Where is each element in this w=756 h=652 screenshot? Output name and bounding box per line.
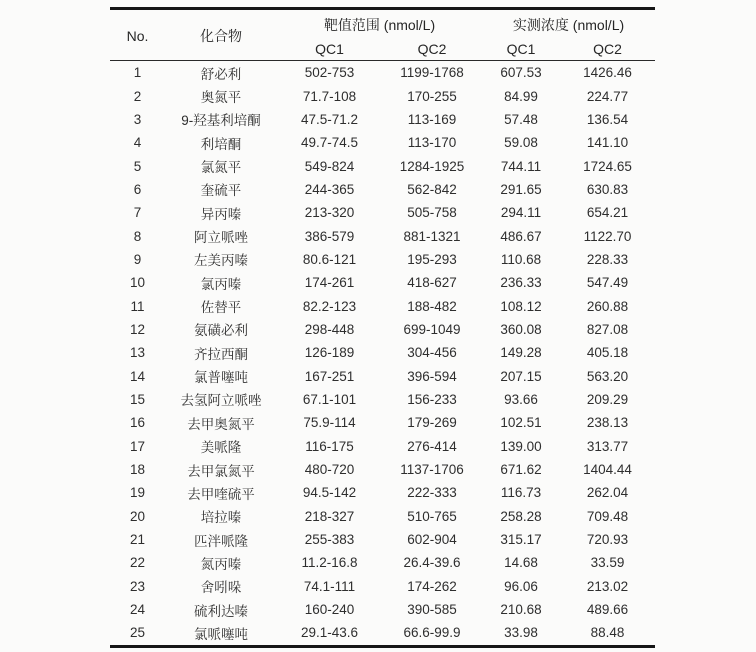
compound-name: 奥氮平 xyxy=(200,90,242,106)
target-qc1-value: 75.9-114 xyxy=(303,415,356,431)
table-row xyxy=(110,61,655,85)
measured-qc1-value: 33.98 xyxy=(504,625,538,641)
target-qc1-value: 29.1-43.6 xyxy=(300,625,359,641)
measured-qc2-value: 405.18 xyxy=(586,345,629,361)
row-number: 11 xyxy=(130,298,145,314)
measured-qc1-value: 236.33 xyxy=(500,275,542,291)
measured-qc1-value: 93.66 xyxy=(504,391,538,407)
table-row xyxy=(110,435,655,458)
target-qc1-value: 74.1-111 xyxy=(303,578,356,594)
target-qc1-value: 386-579 xyxy=(304,228,355,244)
target-qc2-value: 304-456 xyxy=(407,345,457,361)
compound-name: 舍吲哚 xyxy=(200,580,242,596)
table-row xyxy=(110,411,655,434)
table-row xyxy=(110,505,655,528)
target-qc1-value: 71.7-108 xyxy=(302,88,357,104)
table-row xyxy=(110,154,655,177)
table-row xyxy=(110,178,655,201)
measured-qc1-value: 149.28 xyxy=(500,345,542,361)
target-qc2-value: 156-233 xyxy=(407,391,457,407)
compound-name: 氨磺必利 xyxy=(194,323,248,339)
measured-qc1-value: 744.11 xyxy=(500,158,542,174)
table-row xyxy=(110,108,655,131)
measured-qc1-value: 607.53 xyxy=(500,65,542,81)
compound-name: 异丙嗪 xyxy=(200,206,242,222)
target-qc2-value: 179-269 xyxy=(407,415,457,431)
target-qc2-value: 195-293 xyxy=(407,251,457,267)
compound-name: 氯丙嗪 xyxy=(200,276,242,292)
measured-qc2-value: 1724.65 xyxy=(583,158,632,174)
measured-qc2-value: 88.48 xyxy=(590,625,625,641)
table-row xyxy=(110,318,655,341)
row-number: 5 xyxy=(133,158,142,174)
row-number: 22 xyxy=(129,555,146,571)
measured-qc1-value: 207.15 xyxy=(500,368,542,384)
target-qc1-value: 244-365 xyxy=(304,181,355,197)
target-qc2-value: 174-262 xyxy=(407,578,457,594)
table-row xyxy=(110,131,655,154)
compound-name: 培拉嗪 xyxy=(200,510,242,526)
target-qc2-value: 66.6-99.9 xyxy=(403,625,461,641)
target-qc2-value: 418-627 xyxy=(407,275,457,291)
table-row xyxy=(110,528,655,551)
col-header-compound: 化合物 xyxy=(200,28,242,44)
measured-qc2-value: 33.59 xyxy=(590,555,625,571)
table-row xyxy=(110,201,655,224)
target-qc1-value: 116-175 xyxy=(305,438,354,454)
target-qc1-value: 67.1-101 xyxy=(302,391,357,407)
target-qc1-value: 47.5-71.2 xyxy=(300,111,359,127)
measured-qc2-value: 228.33 xyxy=(586,251,629,267)
table-row xyxy=(110,458,655,481)
measured-qc2-value: 213.02 xyxy=(586,578,629,594)
target-qc1-value: 11.2-16.8 xyxy=(301,555,358,571)
measured-qc1-value: 14.68 xyxy=(504,555,538,571)
subcol-target-qc1: QC1 xyxy=(315,40,344,57)
measured-qc2-value: 209.29 xyxy=(586,391,629,407)
measured-qc1-value: 116.73 xyxy=(500,485,542,501)
compound-name: 9-羟基利培酮 xyxy=(181,113,261,129)
compound-name: 奎硫平 xyxy=(200,183,242,199)
col-header-no: No. xyxy=(126,28,149,44)
col-group-target-range: 靶值范围 (nmol/L) xyxy=(323,16,436,33)
table-row xyxy=(110,84,655,107)
target-qc2-value: 562-842 xyxy=(407,181,457,197)
compound-name: 匹泮哌隆 xyxy=(194,533,248,549)
target-qc1-value: 167-251 xyxy=(304,368,355,384)
row-number: 10 xyxy=(129,275,146,291)
row-number: 2 xyxy=(133,88,142,104)
measured-qc1-value: 294.11 xyxy=(500,205,542,221)
compound-name: 舒必利 xyxy=(200,66,242,82)
compound-name: 利培酮 xyxy=(200,136,242,152)
compound-name: 硫利达嗪 xyxy=(194,603,248,619)
row-number: 19 xyxy=(129,485,146,501)
measured-qc2-value: 224.77 xyxy=(586,88,629,104)
target-qc2-value: 1137-1706 xyxy=(400,462,464,478)
row-number: 6 xyxy=(133,181,142,197)
row-number: 1 xyxy=(133,65,142,81)
table-row xyxy=(110,341,655,364)
measured-qc2-value: 827.08 xyxy=(586,321,629,337)
target-qc1-value: 213-320 xyxy=(304,205,355,221)
measured-qc1-value: 59.08 xyxy=(504,135,538,151)
target-qc2-value: 1199-1768 xyxy=(400,65,464,81)
target-qc2-value: 222-333 xyxy=(407,485,457,501)
measured-qc1-value: 108.12 xyxy=(500,298,542,314)
compound-name: 阿立哌唑 xyxy=(194,230,248,246)
compound-name: 齐拉西酮 xyxy=(194,346,248,362)
target-qc2-value: 26.4-39.6 xyxy=(403,555,461,571)
measured-qc2-value: 262.04 xyxy=(586,485,629,501)
target-qc2-value: 881-1321 xyxy=(403,228,461,244)
table-row xyxy=(110,481,655,504)
target-qc1-value: 502-753 xyxy=(304,65,355,81)
table-body xyxy=(110,61,655,645)
target-qc1-value: 49.7-74.5 xyxy=(300,135,359,151)
target-qc2-value: 390-585 xyxy=(407,602,457,618)
measured-qc2-value: 489.66 xyxy=(586,602,629,618)
measured-qc2-value: 136.54 xyxy=(586,111,629,127)
target-qc2-value: 602-904 xyxy=(407,532,457,548)
measured-qc2-value: 654.21 xyxy=(586,205,629,221)
row-number: 14 xyxy=(129,368,146,384)
target-qc1-value: 82.2-123 xyxy=(302,298,357,314)
measured-qc2-value: 709.48 xyxy=(586,508,629,524)
compound-name: 氯氮平 xyxy=(200,160,242,176)
row-number: 4 xyxy=(133,135,142,151)
row-number: 7 xyxy=(133,205,142,221)
target-qc1-value: 480-720 xyxy=(304,462,355,478)
compound-name: 去氢阿立哌唑 xyxy=(180,393,262,409)
row-number: 18 xyxy=(129,462,146,478)
compound-name: 去甲奥氮平 xyxy=(187,416,255,432)
target-qc1-value: 94.5-142 xyxy=(302,485,357,501)
target-qc1-value: 80.6-121 xyxy=(302,251,357,267)
table-row xyxy=(110,248,655,271)
measured-qc1-value: 96.06 xyxy=(504,578,538,594)
measured-qc1-value: 486.67 xyxy=(500,228,542,244)
table-row xyxy=(110,224,655,247)
measured-qc1-value: 139.00 xyxy=(500,438,542,454)
target-qc2-value: 113-170 xyxy=(407,135,457,151)
target-qc1-value: 218-327 xyxy=(304,508,355,524)
measured-qc2-value: 720.93 xyxy=(586,532,629,548)
measured-qc1-value: 291.65 xyxy=(500,181,542,197)
row-number: 17 xyxy=(129,438,146,454)
measured-qc1-value: 102.51 xyxy=(500,415,542,431)
row-number: 3 xyxy=(133,111,142,127)
table-row xyxy=(110,271,655,294)
compound-name: 美哌隆 xyxy=(200,440,242,456)
subcol-target-qc2: QC2 xyxy=(417,40,447,57)
measured-qc1-value: 671.62 xyxy=(500,462,542,478)
col-group-measured-concentration: 实测浓度 (nmol/L) xyxy=(512,16,625,33)
row-number: 12 xyxy=(129,321,146,337)
compound-name: 氯哌噻吨 xyxy=(194,626,248,642)
table-row xyxy=(110,388,655,411)
target-qc2-value: 113-169 xyxy=(407,111,457,127)
compound-name: 佐替平 xyxy=(200,300,242,316)
compound-name: 去甲喹硫平 xyxy=(187,486,255,502)
target-qc2-value: 699-1049 xyxy=(403,321,461,337)
compound-name: 氮丙嗪 xyxy=(200,556,242,572)
measured-qc2-value: 1122.70 xyxy=(583,228,632,244)
table-row xyxy=(110,621,655,644)
measured-qc1-value: 315.17 xyxy=(500,532,542,548)
target-qc1-value: 126-189 xyxy=(304,345,355,361)
target-qc1-value: 255-383 xyxy=(304,532,355,548)
compound-name: 氯普噻吨 xyxy=(194,370,248,386)
measured-qc1-value: 210.68 xyxy=(500,602,542,618)
target-qc2-value: 276-414 xyxy=(407,438,457,454)
table-row xyxy=(110,294,655,317)
subcol-measured-qc2: QC2 xyxy=(593,40,622,57)
measured-qc1-value: 84.99 xyxy=(504,88,538,104)
target-qc1-value: 160-240 xyxy=(304,602,355,618)
measured-qc1-value: 57.48 xyxy=(504,111,538,127)
target-qc2-value: 510-765 xyxy=(407,508,457,524)
table-header xyxy=(110,10,655,61)
row-number: 24 xyxy=(129,602,146,618)
target-qc1-value: 174-261 xyxy=(304,275,355,291)
row-number: 8 xyxy=(133,228,142,244)
measured-qc1-value: 110.68 xyxy=(500,251,542,267)
row-number: 25 xyxy=(129,625,146,641)
target-qc1-value: 298-448 xyxy=(304,321,355,337)
target-qc2-value: 188-482 xyxy=(407,298,457,314)
target-qc2-value: 396-594 xyxy=(407,368,457,384)
target-qc2-value: 1284-1925 xyxy=(399,158,465,174)
target-qc2-value: 170-255 xyxy=(407,88,457,104)
compound-qc-table xyxy=(110,10,655,645)
table-row xyxy=(110,551,655,574)
table-row xyxy=(110,364,655,387)
row-number: 21 xyxy=(129,532,146,548)
measured-qc2-value: 141.10 xyxy=(586,135,629,151)
table-row xyxy=(110,575,655,598)
subcol-measured-qc1: QC1 xyxy=(506,40,536,57)
measured-qc2-value: 238.13 xyxy=(586,415,629,431)
measured-qc2-value: 547.49 xyxy=(586,275,629,291)
measured-qc2-value: 313.77 xyxy=(586,438,629,454)
measured-qc1-value: 258.28 xyxy=(500,508,542,524)
measured-qc2-value: 260.88 xyxy=(586,298,629,314)
measured-qc1-value: 360.08 xyxy=(500,321,542,337)
compound-name: 去甲氯氮平 xyxy=(187,463,255,479)
header-row-groups xyxy=(110,10,655,37)
target-qc2-value: 505-758 xyxy=(407,205,457,221)
qc-data-table xyxy=(110,7,655,648)
row-number: 16 xyxy=(129,415,146,431)
row-number: 15 xyxy=(129,391,146,407)
measured-qc2-value: 563.20 xyxy=(586,368,629,384)
target-qc1-value: 549-824 xyxy=(304,158,355,174)
compound-name: 左美丙嗪 xyxy=(194,253,248,269)
row-number: 23 xyxy=(129,578,146,594)
row-number: 9 xyxy=(133,251,142,267)
row-number: 13 xyxy=(129,345,146,361)
measured-qc2-value: 1426.46 xyxy=(583,65,632,81)
table-row xyxy=(110,598,655,621)
measured-qc2-value: 1404.44 xyxy=(583,462,632,478)
measured-qc2-value: 630.83 xyxy=(586,181,629,197)
row-number: 20 xyxy=(129,508,146,524)
